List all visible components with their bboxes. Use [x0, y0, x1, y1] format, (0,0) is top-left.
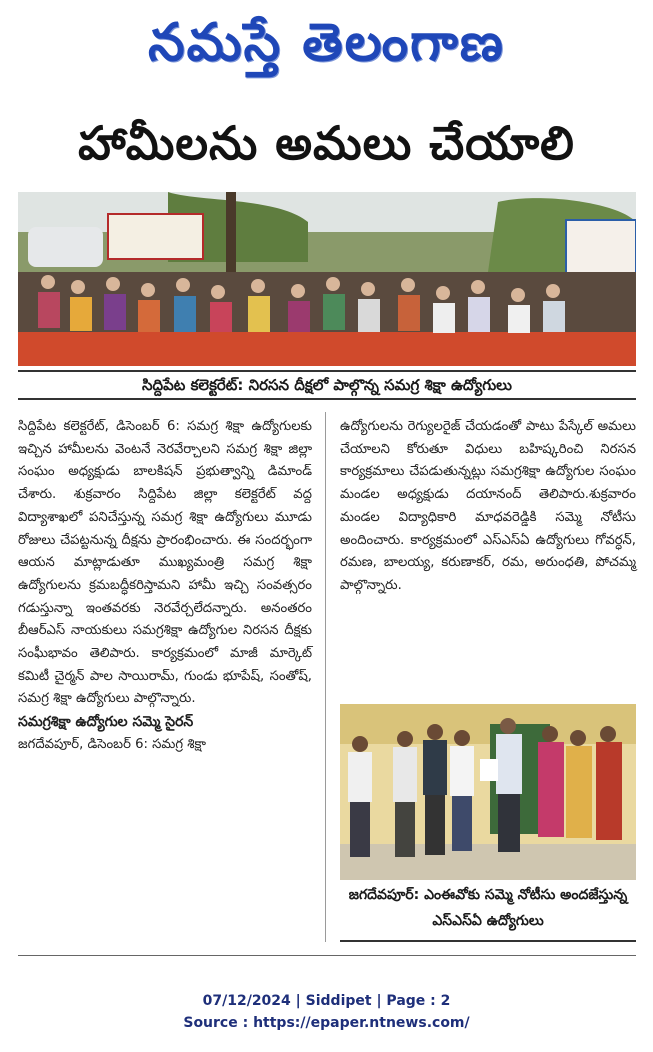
subheading-dateline: జగదేవపూర్, డిసెంబర్ 6: సమగ్ర శిక్షా [18, 736, 206, 752]
page-headline: హామీలను అమలు చేయాలి [78, 116, 575, 170]
footer-source-link[interactable]: Source : https://epaper.ntnews.com/ [183, 1015, 470, 1031]
footer-date-edition: 07/12/2024 | Siddipet | Page : 2 [202, 993, 451, 1009]
article-paragraph: సిద్దిపేట కలెక్టరేట్, డిసెంబర్ 6: సమగ్ర శిక్షా ఉద్యోగులకు ఇచ్చిన హామీలను వెంటనే నెరవేర్చాలని సమగ్ర శిక్షా జిల్లా సంఘం అధ్యక్షుడు బాలకిషన్ ప్రభుత్వాన్ని డిమాండ్ చేశారు. శుక్రవారం సిద్దిపేట జిల్లా కలెక్టరేట్ వద్ద విద్యాశాఖలో పనిచేస్తున్న సమగ్ర శిక్షా ఉద్యోగులు మూడు రోజులు చేపట్టనున్న దీక్షను ప్రారంభించారు. ఈ సందర్భంగా ఆయన మాట్లాడుతూ ముఖ్యమంత్రి సమగ్ర శిక్షా ఉద్యోగులను క్రమబద్ధీకరిస్తామని హామీ ఇచ్చి సంవత్సరం గడుస్తున్నా ఇంతవరకు నెరవేర్చలేదన్నారు. అనంతరం బీఆర్ఎస్ నాయకులు సమగ్రశిక్షా ఉద్యోగుల నిరసన దీక్షకు సంఘీభావం తెలిపారు. కార్యక్రమంలో మాజీ మార్కెట్ కమిటీ చైర్మన్ పాల సాయిరామ్, గుండు భూపేష్, సంతోష్, సమగ్ర శిక్షా ఉద్యోగులు పాల్గొన్నారు. [18, 419, 312, 707]
article-paragraph: ఉద్యోగులను రెగ్యులరైజ్ చేయడంతో పాటు పేస్కేల్ అమలు చేయాలని కోరుతూ విధులు బహిష్కరించి నిరసన కార్యక్రమాలు చేపడుతున్నట్లు సమగ్రశిక్షా ఉద్యోగుల సంఘం మండల అధ్యక్షుడు దయానంద్ తెలిపారు.శుక్రవారం మండల విద్యాధికారి మాధవరెడ్డికి సమ్మె నోటీసు అందించారు. కార్యక్రమంలో ఎస్ఎస్ఏ ఉద్యోగులు గోవర్ధన్, రమణ, బాలయ్య, కరుణాకర్, రమ, అరుంధతి, పోచమ్మ పాల్గొన్నారు. [340, 419, 636, 593]
protest-photo [18, 192, 636, 366]
article-subheading: సమగ్రశిక్షా ఉద్యోగుల సమ్మె సైరన్ [18, 714, 194, 731]
article-left-column [18, 416, 312, 757]
article-right-column [340, 416, 636, 598]
notice-handover-photo [340, 704, 636, 880]
main-photo-caption: సిద్దిపేట కలెక్టరేట్: నిరసన దీక్షలో పాల్గొన్న సమగ్ర శిక్షా ఉద్యోగులు [18, 370, 636, 400]
bottom-rule [18, 955, 636, 956]
masthead-logo: నమస్తే తెలంగాణ [148, 12, 505, 73]
page-footer [0, 990, 653, 1034]
column-divider [325, 412, 326, 942]
small-photo-caption: జగదేవపూర్: ఎంఈవోకు సమ్మె నోటీసు అందజేస్తున్న ఎస్ఎస్ఏ ఉద్యోగులు [340, 882, 636, 942]
